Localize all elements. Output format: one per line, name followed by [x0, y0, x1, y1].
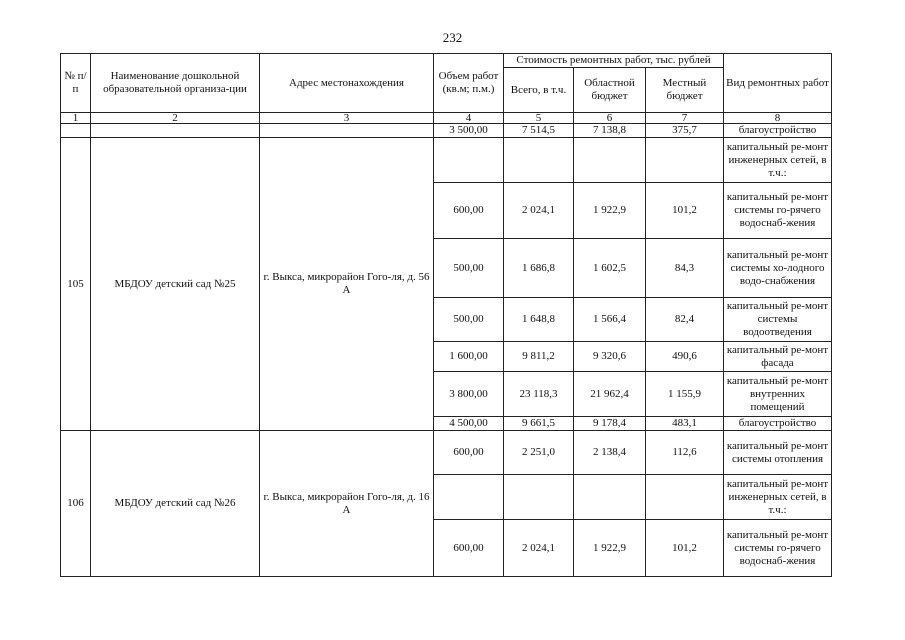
- total-cell: 23 118,3: [504, 372, 574, 417]
- volume-cell: 3 800,00: [434, 372, 504, 417]
- column-number: 4: [434, 113, 504, 124]
- local-cell: [646, 475, 724, 520]
- work-kind-cell: капитальный ре-монт инженерных сетей, в т.ч.:: [724, 475, 832, 520]
- header-address: Адрес местонахождения: [260, 54, 434, 113]
- column-number: 7: [646, 113, 724, 124]
- volume-cell: 3 500,00: [434, 124, 504, 138]
- table-row: [61, 431, 832, 475]
- work-kind-cell: капитальный ре-монт системы отопления: [724, 431, 832, 475]
- regional-cell: 9 178,4: [574, 417, 646, 431]
- column-numbers-row: [61, 113, 832, 124]
- volume-cell: 600,00: [434, 520, 504, 577]
- local-cell: 483,1: [646, 417, 724, 431]
- local-cell: [646, 138, 724, 183]
- regional-cell: 9 320,6: [574, 342, 646, 372]
- total-cell: [504, 475, 574, 520]
- regional-cell: 1 566,4: [574, 298, 646, 342]
- work-kind-cell: капитальный ре-монт инженерных сетей, в т.ч.:: [724, 138, 832, 183]
- page-number: 232: [442, 30, 463, 45]
- carryover-row: [61, 124, 832, 138]
- volume-cell: [434, 475, 504, 520]
- total-cell: 1 686,8: [504, 239, 574, 298]
- total-cell: 9 811,2: [504, 342, 574, 372]
- regional-cell: 21 962,4: [574, 372, 646, 417]
- regional-cell: 1 602,5: [574, 239, 646, 298]
- local-cell: 84,3: [646, 239, 724, 298]
- regional-cell: 7 138,8: [574, 124, 646, 138]
- work-kind-cell: капитальный ре-монт системы водоотведения: [724, 298, 832, 342]
- local-cell: 375,7: [646, 124, 724, 138]
- work-kind-cell: благоустройство: [724, 417, 832, 431]
- header-volume: Объем работ (кв.м; п.м.): [434, 54, 504, 113]
- organization-name-cell: МБДОУ детский сад №26: [91, 431, 260, 577]
- work-kind-cell: капитальный ре-монт фасада: [724, 342, 832, 372]
- local-cell: 490,6: [646, 342, 724, 372]
- table-row: [61, 138, 832, 183]
- total-cell: 2 024,1: [504, 183, 574, 239]
- work-kind-cell: благоустройство: [724, 124, 832, 138]
- local-cell: 82,4: [646, 298, 724, 342]
- regional-cell: 2 138,4: [574, 431, 646, 475]
- row-number-cell: 106: [61, 431, 91, 577]
- total-cell: 2 251,0: [504, 431, 574, 475]
- work-kind-cell: капитальный ре-монт системы го-рячего водоснаб-жения: [724, 520, 832, 577]
- repair-works-table: [60, 53, 832, 577]
- work-kind-cell: капитальный ре-монт системы хо-лодного водо-снабжения: [724, 239, 832, 298]
- volume-cell: 1 600,00: [434, 342, 504, 372]
- header-regional-budget: Областной бюджет: [574, 68, 646, 113]
- column-number: 5: [504, 113, 574, 124]
- regional-cell: [574, 475, 646, 520]
- header-cost-group: Стоимость ремонтных работ, тыс. рублей: [504, 54, 724, 68]
- volume-cell: 600,00: [434, 183, 504, 239]
- header-organization-name: Наименование дошкольной образовательной организа-ции: [91, 54, 260, 113]
- total-cell: 1 648,8: [504, 298, 574, 342]
- header-row-number: № п/п: [61, 54, 91, 113]
- local-cell: 101,2: [646, 183, 724, 239]
- column-number: 3: [260, 113, 434, 124]
- column-number: 1: [61, 113, 91, 124]
- regional-cell: 1 922,9: [574, 520, 646, 577]
- local-cell: 1 155,9: [646, 372, 724, 417]
- organization-name-cell: МБДОУ детский сад №25: [91, 138, 260, 431]
- header-total: Всего, в т.ч.: [504, 68, 574, 113]
- address-cell: г. Выкса, микрорайон Гого-ля, д. 56 А: [260, 138, 434, 431]
- header-local-budget: Местный бюджет: [646, 68, 724, 113]
- regional-cell: [574, 138, 646, 183]
- total-cell: [504, 138, 574, 183]
- local-cell: 101,2: [646, 520, 724, 577]
- total-cell: 7 514,5: [504, 124, 574, 138]
- header-work-kind: Вид ремонтных работ: [724, 54, 832, 113]
- row-number-cell: 105: [61, 138, 91, 431]
- column-number: 6: [574, 113, 646, 124]
- total-cell: 2 024,1: [504, 520, 574, 577]
- volume-cell: 500,00: [434, 239, 504, 298]
- volume-cell: [434, 138, 504, 183]
- local-cell: 112,6: [646, 431, 724, 475]
- total-cell: 9 661,5: [504, 417, 574, 431]
- column-number: 2: [91, 113, 260, 124]
- volume-cell: 600,00: [434, 431, 504, 475]
- column-number: 8: [724, 113, 832, 124]
- regional-cell: 1 922,9: [574, 183, 646, 239]
- volume-cell: 500,00: [434, 298, 504, 342]
- address-cell: г. Выкса, микрорайон Гого-ля, д. 16 А: [260, 431, 434, 577]
- work-kind-cell: капитальный ре-монт системы го-рячего водоснаб-жения: [724, 183, 832, 239]
- work-kind-cell: капитальный ре-монт внутренних помещений: [724, 372, 832, 417]
- volume-cell: 4 500,00: [434, 417, 504, 431]
